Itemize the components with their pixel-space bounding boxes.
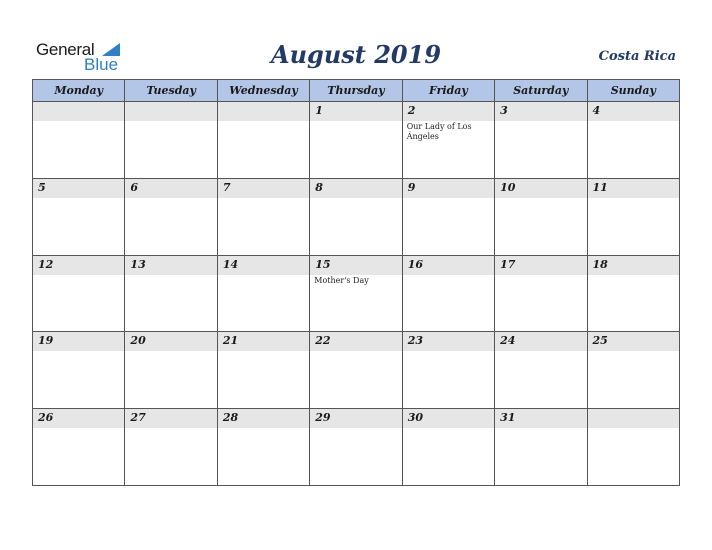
day-number: 3 [500, 104, 508, 117]
holiday-event [33, 275, 124, 276]
day-cell [402, 102, 494, 179]
day-number: 7 [222, 180, 231, 194]
day-cell [495, 102, 587, 179]
day-number-bar [218, 409, 309, 428]
day-number: 15 [315, 257, 331, 271]
day-cell [217, 255, 309, 332]
day-number: 12 [38, 257, 54, 271]
logo-general-text: General [36, 40, 95, 59]
day-number: 5 [38, 180, 46, 194]
weekday-header-row [33, 80, 680, 102]
day-number: 23 [407, 334, 423, 348]
day-number-bar [403, 256, 494, 275]
weekday-header: Thursday [310, 80, 402, 102]
weekday-header: Friday [402, 80, 494, 102]
day-cell [33, 255, 125, 332]
day-number-bar [125, 179, 216, 198]
day-number-bar [33, 256, 124, 275]
day-cell [217, 409, 309, 486]
day-number-bar [495, 102, 586, 121]
holiday-event [495, 428, 586, 429]
weekday-header: Tuesday [125, 80, 217, 102]
day-number-bar [310, 179, 401, 198]
day-cell [125, 332, 217, 409]
calendar-body [33, 102, 680, 486]
holiday-event [310, 121, 401, 122]
holiday-event [403, 198, 494, 199]
day-number: 27 [130, 411, 146, 425]
holiday-event [403, 428, 494, 429]
day-cell [402, 178, 494, 255]
holiday-event [310, 198, 401, 199]
day-cell [125, 178, 217, 255]
day-number: 30 [407, 411, 423, 425]
day-cell [402, 255, 494, 332]
holiday-event [588, 121, 679, 122]
day-cell [310, 102, 402, 179]
week-row [33, 255, 680, 332]
weekday-header: Sunday [587, 80, 679, 102]
day-cell [310, 178, 402, 255]
day-cell [495, 409, 587, 486]
day-number-bar [310, 409, 401, 428]
holiday-event [588, 351, 679, 352]
day-number-bar [310, 102, 401, 121]
weekday-header: Saturday [495, 80, 587, 102]
weekday-header: Monday [33, 80, 125, 102]
day-number: 14 [222, 257, 239, 271]
day-number: 28 [222, 411, 239, 425]
day-cell [495, 255, 587, 332]
day-number-bar [218, 102, 309, 121]
day-number-bar [495, 256, 586, 275]
day-cell [402, 409, 494, 486]
calendar-grid [32, 79, 680, 486]
calendar-title: August 2019 [270, 40, 442, 69]
holiday-event [310, 351, 401, 352]
holiday-event [218, 351, 309, 352]
holiday-event [403, 275, 494, 276]
holiday-event [495, 351, 586, 352]
week-row [33, 409, 680, 486]
day-number-bar [403, 409, 494, 428]
day-number-bar [495, 179, 586, 198]
day-cell [125, 255, 217, 332]
day-number: 25 [592, 334, 608, 348]
day-number: 6 [130, 180, 139, 194]
holiday-event [33, 351, 124, 352]
day-number: 22 [315, 334, 331, 348]
day-number: 13 [130, 257, 146, 271]
day-cell [587, 255, 679, 332]
day-cell [402, 332, 494, 409]
day-number-bar [310, 332, 401, 351]
day-number-bar [403, 102, 494, 121]
day-cell [587, 178, 679, 255]
day-number-bar [33, 102, 124, 121]
day-number-bar [403, 332, 494, 351]
holiday-event [310, 428, 401, 429]
holiday-event [33, 428, 124, 429]
day-cell [33, 178, 125, 255]
holiday-event [588, 275, 679, 276]
day-number-bar [218, 332, 309, 351]
day-number: 11 [592, 180, 608, 194]
day-number: 18 [592, 257, 608, 271]
day-number-bar [33, 332, 124, 351]
day-number: 21 [222, 334, 239, 348]
holiday-event: Mother's Day [314, 275, 369, 285]
day-number: 9 [407, 180, 416, 194]
holiday-event [495, 121, 586, 122]
day-number-bar [495, 409, 586, 428]
week-row [33, 332, 680, 409]
week-row [33, 102, 680, 179]
day-number: 8 [315, 180, 323, 194]
day-number: 20 [130, 334, 146, 348]
holiday-event [33, 121, 124, 122]
day-number: 17 [500, 257, 516, 271]
holiday-event [125, 198, 216, 199]
day-number-bar [588, 332, 679, 351]
day-cell [125, 102, 217, 179]
day-cell [310, 255, 402, 332]
holiday-event [403, 351, 494, 352]
holiday-event [125, 351, 216, 352]
day-cell [587, 332, 679, 409]
day-number: 1 [315, 104, 323, 117]
day-number: 29 [315, 411, 331, 425]
holiday-event [125, 121, 216, 122]
day-number-bar [218, 256, 309, 275]
holiday-event [33, 198, 124, 199]
day-number: 26 [38, 411, 54, 425]
holiday-event: Our Lady of Los Ángeles [406, 122, 472, 141]
day-cell [587, 102, 679, 179]
day-number: 16 [407, 257, 423, 271]
day-cell [587, 409, 679, 486]
day-number: 31 [500, 411, 516, 425]
day-number-bar [403, 179, 494, 198]
holiday-event [218, 121, 309, 122]
day-number-bar [588, 409, 679, 428]
day-cell [495, 332, 587, 409]
day-number: 4 [592, 104, 601, 117]
day-number-bar [218, 179, 309, 198]
day-number-bar [33, 179, 124, 198]
day-cell [495, 178, 587, 255]
day-cell [33, 332, 125, 409]
holiday-event [588, 428, 679, 429]
day-number-bar [588, 256, 679, 275]
day-cell [310, 409, 402, 486]
day-number-bar [125, 409, 216, 428]
day-number: 10 [500, 180, 516, 194]
day-number-bar [588, 179, 679, 198]
day-number-bar [125, 102, 216, 121]
holiday-event [495, 198, 586, 199]
day-cell [217, 178, 309, 255]
weekday-header: Wednesday [217, 80, 309, 102]
holiday-event [495, 275, 586, 276]
holiday-event [218, 428, 309, 429]
day-number: 2 [407, 104, 416, 117]
day-number-bar [588, 102, 679, 121]
day-cell [217, 102, 309, 179]
day-cell [125, 409, 217, 486]
day-cell [217, 332, 309, 409]
day-number-bar [125, 332, 216, 351]
holiday-event [218, 275, 309, 276]
day-number: 19 [38, 334, 54, 348]
holiday-event [218, 198, 309, 199]
logo-blue-text: Blue [84, 55, 119, 74]
day-number: 24 [500, 334, 516, 348]
day-number-bar [125, 256, 216, 275]
day-number-bar [495, 332, 586, 351]
day-cell [33, 102, 125, 179]
day-cell [310, 332, 402, 409]
day-number-bar [33, 409, 124, 428]
week-row [33, 178, 680, 255]
day-number-bar [310, 256, 401, 275]
holiday-event [125, 275, 216, 276]
country-name: Costa Rica [598, 49, 676, 64]
holiday-event [588, 198, 679, 199]
holiday-event [125, 428, 216, 429]
day-cell [33, 409, 125, 486]
